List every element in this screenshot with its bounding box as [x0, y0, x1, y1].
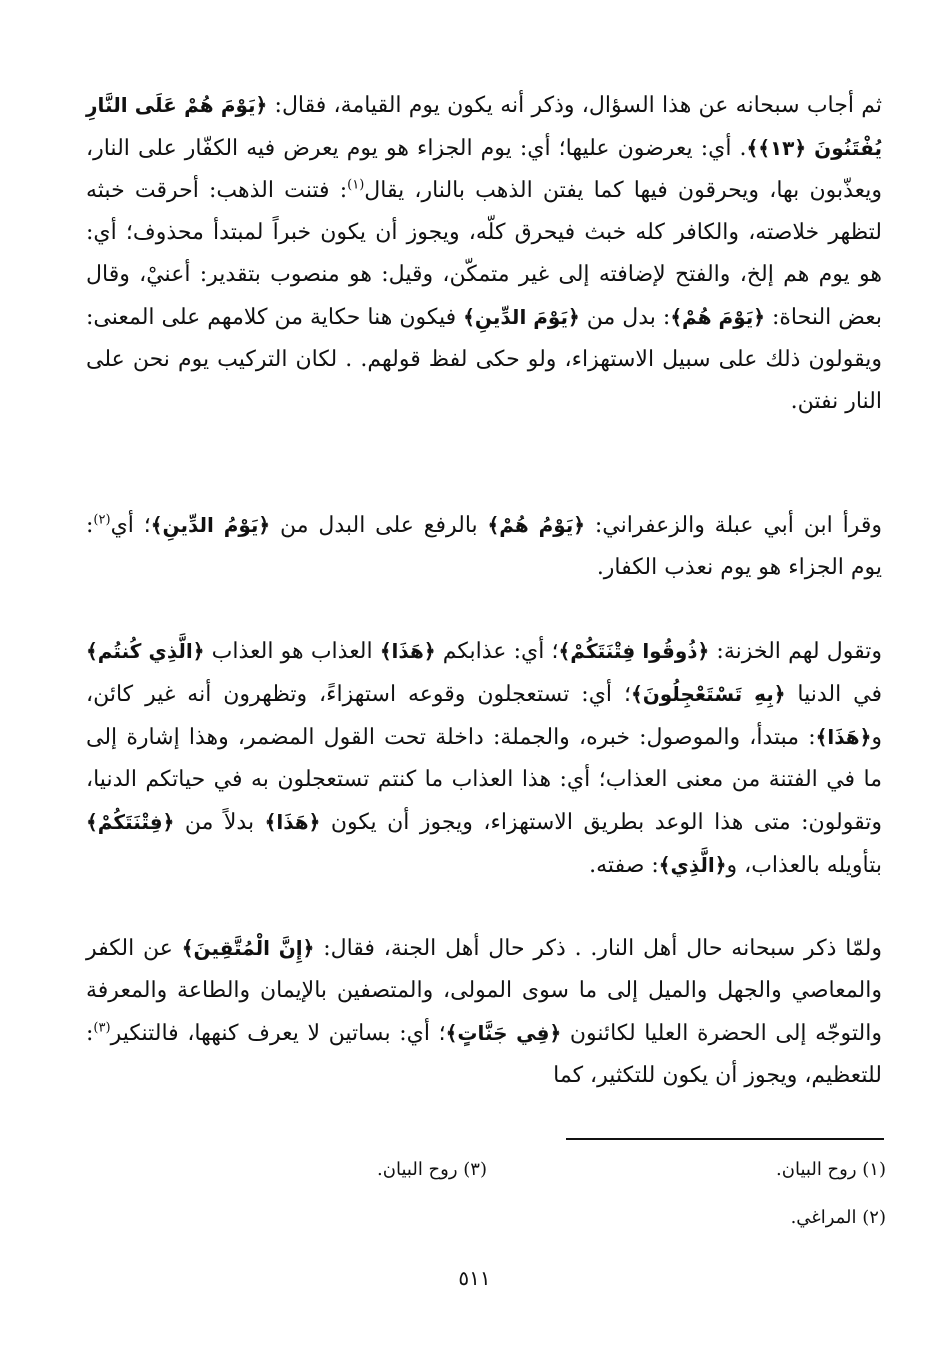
page-number: ٥١١ [458, 1266, 491, 1290]
quran-verse: ﴿ذُوقُوا فِتْنَتَكُمْ﴾ [558, 639, 710, 663]
text: ولمّا ذكر سبحانه حال أهل النار. . ذكر حال أهل الجنة، فقال: [314, 936, 882, 961]
paragraph-4 [86, 927, 882, 1097]
text: في الدنيا [785, 682, 882, 707]
quran-verse: ﴿يَوْمُ الدِّينِ﴾ [150, 513, 271, 537]
paragraph-1 [86, 84, 882, 423]
text: ؛ أي [110, 513, 151, 538]
footnote-2: (٢) المراغي. [790, 1207, 886, 1228]
text: فيكون هنا حكاية من كلامهم على المعنى: ويقولون ذلك على سبيل الاستهزاء، ولو حكى لفظ قولهم. . لكان التركيب يوم نحن على النار نفتن. [86, 305, 882, 414]
quran-verse: ﴿إِنَّ الْمُتَّقِينَ﴾ [181, 936, 315, 960]
text: عن الكفر والمعاصي والجهل والميل إلى ما سوى المولى، والمتصفين بالإيمان والطاعة والمعرفة والتوجّه إلى الحضرة العليا لكائنون [86, 936, 882, 1046]
quran-verse: ﴿هَذَا﴾ [264, 810, 321, 834]
footnote-3: (٣) روح البيان. [377, 1159, 487, 1180]
text: وقرأ ابن أبي عبلة والزعفراني: [585, 513, 882, 538]
quran-verse: ﴿بِهِ تَسْتَعْجِلُونَ﴾ [630, 682, 786, 706]
text: بتأويله بالعذاب، و [726, 853, 882, 878]
text: بدلاً من [174, 810, 265, 835]
text: ؛ أي: بساتين لا يعرف كنهها، فالتنكير [110, 1021, 446, 1046]
footnote-1: (١) روح البيان. [776, 1159, 886, 1180]
text: بالرفع على البدل من [270, 513, 488, 538]
text: ؛ أي: عذابكم [435, 639, 559, 664]
text: العذاب هو العذاب [204, 639, 380, 664]
quran-verse: ﴿يَوْمُ هُمْ﴾ [487, 513, 586, 537]
footnote-ref-3: (٣) [93, 1020, 111, 1036]
text: : للتعظيم، ويجوز أن يكون للتكثير، كما [86, 1021, 882, 1088]
text: وتقول لهم الخزنة: [709, 639, 882, 664]
quran-verse: ﴿هَذَا﴾ [815, 725, 872, 749]
quran-verse: ﴿يَوْمَ هُمْ عَلَى النَّارِ يُفْتَنُونَ ﴿١٣﴾﴾ [86, 93, 882, 160]
text: ؛ أي: تستعجلون وقوعه استهزاءً، وتظهرون أنه غير كائن، و [86, 682, 882, 750]
text: : يوم الجزاء هو يوم نعذب الكفار. [86, 513, 882, 580]
text: : مبتدأ، والموصول: خبره، والجملة: داخلة تحت القول المضمر، وهذا إشارة إلى ما في الفتنة من معنى العذاب؛ أي: هذا العذاب ما كنتم تستعجلون به في حياتكم الدنيا، وتقولون: متى هذا الوعد بطريق الاستهزاء، ويجوز أن يكون [86, 725, 883, 835]
footnote-ref-1: (١) [347, 177, 365, 193]
text: : بدل من [579, 305, 671, 330]
quran-verse: ﴿فِي جَنَّاتٍ﴾ [445, 1021, 562, 1045]
quran-verse: ﴿الَّذِي﴾ [658, 853, 727, 877]
quran-verse: ﴿هَذَا﴾ [379, 639, 436, 663]
footnote-separator [566, 1138, 884, 1140]
quran-verse: ﴿يَوْمَ هُمْ﴾ [670, 305, 765, 329]
footnote-ref-2: (٢) [93, 512, 111, 528]
text: : صفته. [589, 853, 659, 878]
paragraph-3 [86, 630, 882, 887]
quran-verse: ﴿الَّذِي كُنتُم﴾ [86, 639, 205, 663]
quran-verse: ﴿فِتْنَتَكُمْ﴾ [86, 810, 175, 834]
text: ثم أجاب سبحانه عن هذا السؤال، وذكر أنه يكون يوم القيامة، فقال: [267, 93, 882, 118]
text: : فتنت الذهب: أحرقت خبثه لتظهر خلاصته، والكافر كله خبث فيحرق كلّه، ويجوز أن يكون خبراً لمبتدأ محذوف؛ أي: هو يوم هم إلخ، والفتح لإضافته إلى غير متمكّن، وقيل: هو منصوب بتقدير: أعنيْ، وقال بعض النحاة: [86, 178, 882, 330]
paragraph-2 [86, 504, 882, 589]
quran-verse: ﴿يَوْمَ الدِّينِ﴾ [463, 305, 580, 329]
text: . أي: يعرضون عليها؛ أي: يوم الجزاء هو يوم يعرض فيه الكفّار على النار، ويعذّبون بها، ويحرقون فيها كما يفتن الذهب بالنار، يقال [86, 136, 883, 203]
